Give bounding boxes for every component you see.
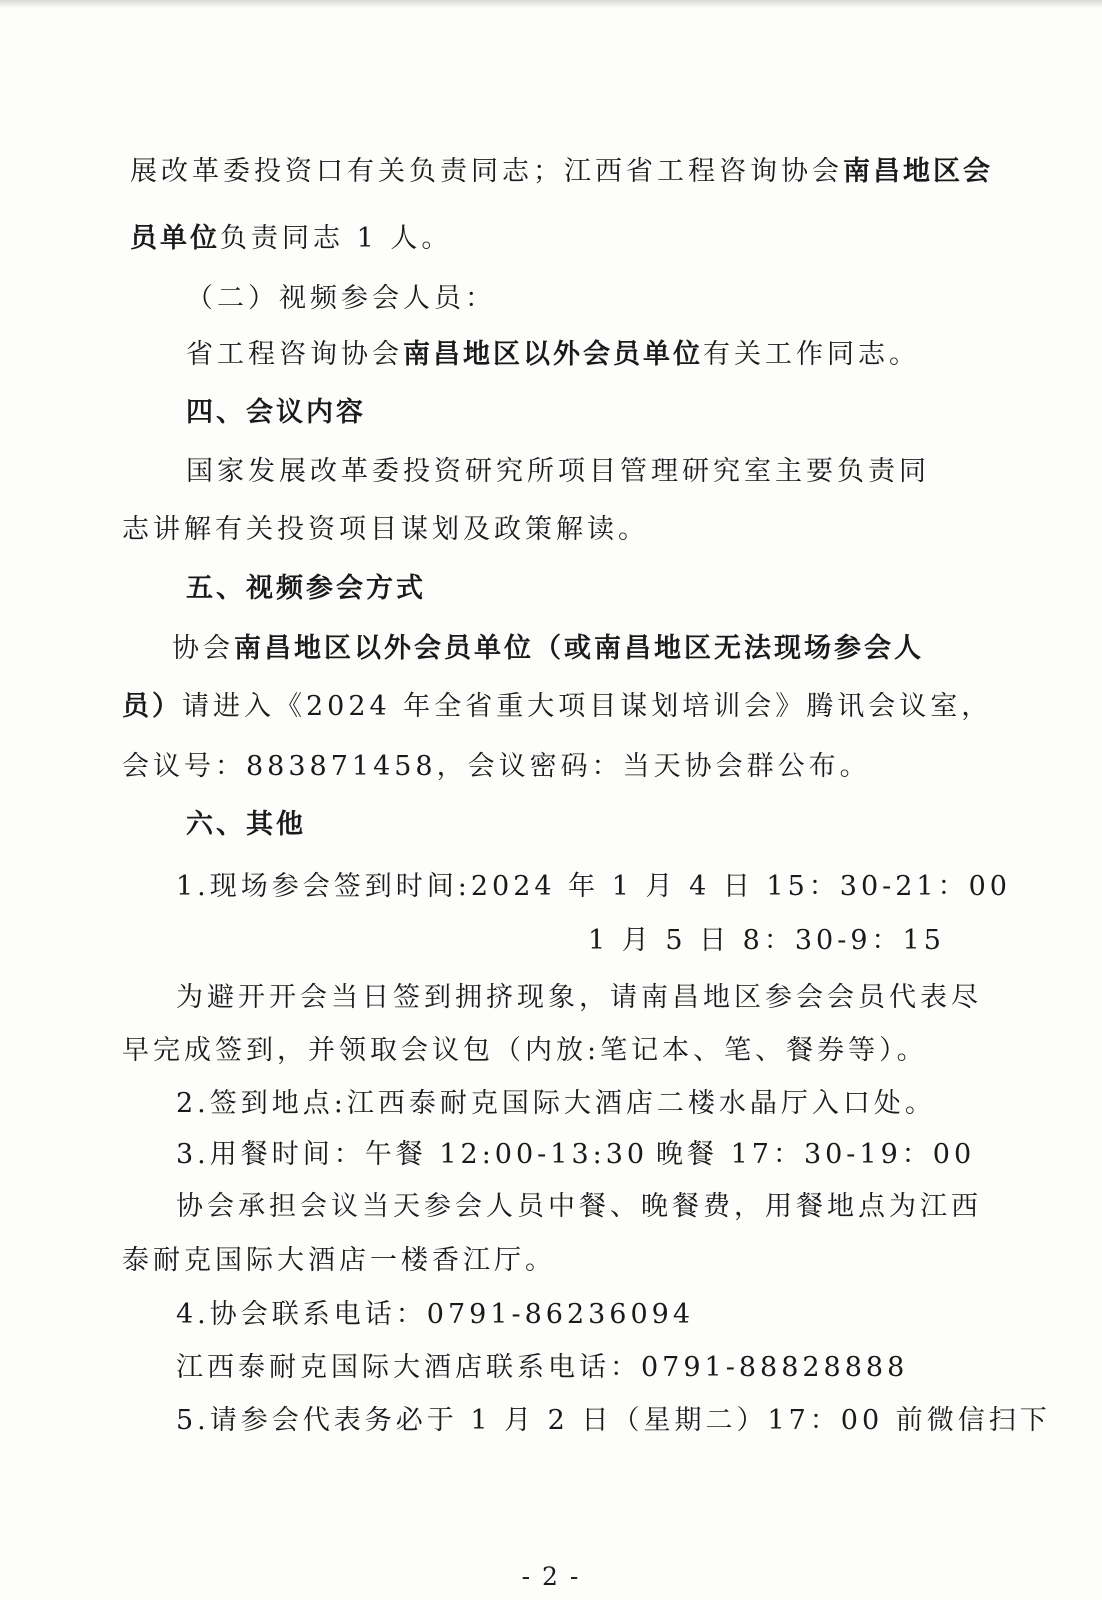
subsection-heading: （二）视频参会人员：: [186, 283, 496, 314]
text-segment: 有关工作同志。: [703, 339, 920, 370]
list-item: [176, 1138, 976, 1172]
bold-text-segment: 南昌地区以外会员单位: [403, 339, 703, 370]
paragraph-line: 江西泰耐克国际大酒店联系电话：0791-88828888: [176, 1352, 909, 1383]
list-item: 2.签到地点:江西泰耐克国际大酒店二楼水晶厅入口处。: [176, 1088, 936, 1119]
lunch-time: 3.用餐时间：午餐 12:00-13:30: [176, 1139, 649, 1170]
list-item: 4.协会联系电话：0791-86236094: [176, 1299, 695, 1330]
paragraph-line: [130, 222, 452, 256]
paragraph-line: 会议号：883871458，会议密码：当天协会群公布。: [122, 751, 871, 782]
text-segment: 负责同志 1 人。: [220, 223, 453, 254]
paragraph-line: 早完成签到，并领取会议包（内放:笔记本、笔、餐券等）。: [122, 1035, 928, 1066]
paragraph-line: 志讲解有关投资项目谋划及政策解读。: [122, 514, 649, 545]
text-segment: 请进入《2024 年全省重大项目谋划培训会》腾讯会议室，: [182, 691, 993, 722]
paragraph-line: 为避开开会当日签到拥挤现象，请南昌地区参会会员代表尽: [176, 982, 982, 1013]
text-segment: 协会: [172, 633, 234, 664]
paragraph-line: [122, 690, 992, 724]
paragraph-line: [172, 632, 924, 666]
section-heading: 五、视频参会方式: [186, 573, 426, 604]
bold-text-segment: 员）: [122, 691, 182, 722]
paragraph-line: 协会承担会议当天参会人员中餐、晚餐费，用餐地点为江西: [176, 1191, 982, 1222]
bold-text-segment: 南昌地区会: [843, 156, 993, 187]
page-number: - 2 -: [521, 1562, 581, 1591]
list-item: 5.请参会代表务必于 1 月 2 日（星期二）17：00 前微信扫下: [176, 1405, 1051, 1436]
text-segment: 展改革委投资口有关负责同志；江西省工程咨询协会: [130, 156, 843, 187]
paragraph-line: [186, 338, 920, 372]
bold-text-segment: 南昌地区以外会员单位（或南昌地区无法现场参会人: [234, 633, 924, 664]
paragraph-line: 泰耐克国际大酒店一楼香江厅。: [122, 1245, 556, 1276]
bold-text-segment: 员单位: [130, 223, 220, 254]
paragraph-line: 国家发展改革委投资研究所项目管理研究室主要负责同: [186, 456, 930, 487]
paragraph-line: [130, 155, 993, 189]
list-item: 1.现场参会签到时间:2024 年 1 月 4 日 15：30-21：00: [176, 871, 1011, 902]
section-heading: 六、其他: [186, 809, 306, 840]
section-heading: 四、会议内容: [186, 397, 366, 428]
list-item-continuation: 1 月 5 日 8：30-9：15: [588, 925, 945, 956]
dinner-time: 晚餐 17：30-19：00: [656, 1139, 976, 1170]
text-segment: 省工程咨询协会: [186, 339, 403, 370]
